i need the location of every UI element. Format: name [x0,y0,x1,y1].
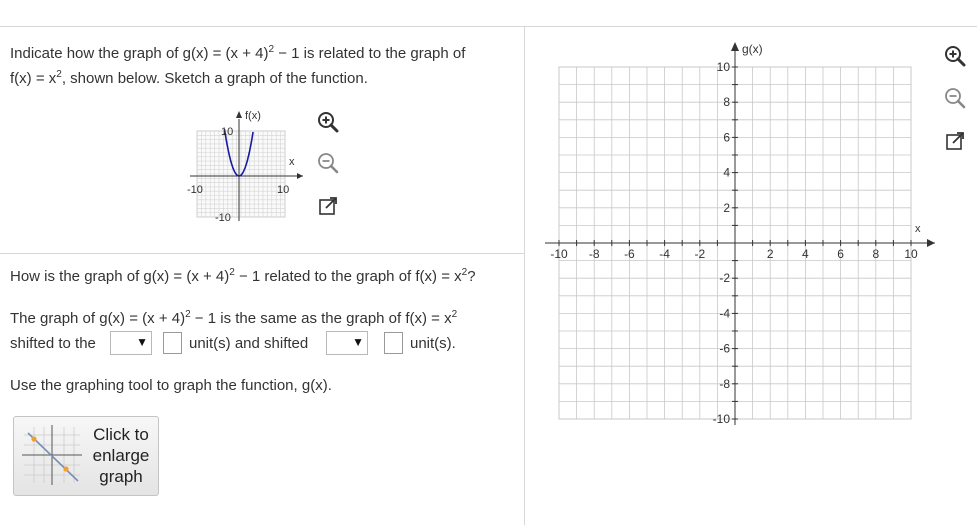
small-graph-x-label: x [289,156,295,168]
dropdown-arrow-icon: ▼ [352,335,364,349]
top-divider [0,26,977,27]
graph-thumbnail-icon [20,423,84,487]
answer-line-1-prefix: The graph of g(x) = (x + 4) [10,310,186,327]
question-line-1-prefix: Indicate how the graph of g(x) = (x + 4) [10,45,269,62]
graph-instruction: Use the graphing tool to graph the function, g(x). [10,377,332,394]
vertical-divider [524,27,525,525]
y-tick-label: 2 [723,200,730,215]
y-tick-label: -6 [719,341,730,356]
question-line-2-prefix: f(x) = x [10,70,57,87]
prompt-question [10,268,476,286]
graph-x-axis-arrow [927,239,935,247]
horizontal-direction-dropdown[interactable] [110,331,152,355]
prompt-middle: − 1 related to the graph of f(x) = x [234,268,462,285]
enlarge-label-line-2: enlarge [92,446,150,465]
x-tick-label: 6 [837,247,844,261]
question-line-1-suffix: − 1 is related to the graph of [274,45,466,62]
y-tick-label: 4 [723,165,730,180]
enlarge-graph-button[interactable] [13,416,159,496]
x-tick-label: -10 [550,247,568,261]
zoom-in-icon[interactable] [316,110,340,134]
answer-line-1-middle: − 1 is the same as the graph of f(x) = x [190,310,452,327]
small-graph[interactable] [185,105,310,225]
vertical-units-input[interactable] [384,332,403,354]
y-tick-label: 10 [716,60,730,74]
vertical-direction-dropdown[interactable] [326,331,368,355]
y-tick-label: 8 [723,95,730,110]
x-tick-label: 2 [766,247,774,261]
question-line-1 [10,45,465,63]
small-graph-tick-y-neg: -10 [215,212,231,224]
small-graph-tick-y-pos: 10 [221,126,234,138]
x-tick-label: 10 [904,247,918,261]
small-graph-x-arrow [297,173,303,179]
prompt-prefix: How is the graph of g(x) = (x + 4) [10,268,230,285]
units-and-shifted-label: unit(s) and shifted [189,335,309,352]
graph-y-label: g(x) [742,42,763,56]
x-tick-label: -6 [624,247,635,261]
zoom-out-icon[interactable] [943,86,967,110]
small-graph-tick-x-neg: -10 [187,184,203,196]
zoom-in-icon[interactable] [943,44,967,68]
x-tick-label: -4 [659,247,670,261]
graph-x-label: x [915,223,921,235]
y-tick-label: -8 [719,376,730,391]
small-graph-tick-x-pos: 10 [277,184,290,196]
answer-line-1 [10,310,457,328]
zoom-out-icon[interactable] [316,151,340,175]
enlarge-label-line-3: graph [99,467,143,486]
shifted-to-the-label: shifted to the [10,335,96,352]
small-graph-y-arrow [236,111,242,118]
x-tick-label: 4 [802,247,809,261]
units-end-label: unit(s). [410,335,456,352]
horizontal-units-input[interactable] [163,332,182,354]
y-tick-label: -2 [719,271,730,286]
graphing-area[interactable] [545,38,935,428]
prompt-suffix: ? [467,268,476,285]
small-graph-y-label: f(x) [245,110,261,122]
enlarge-button-label [88,424,154,487]
prompt-exponent-1: 2 [229,267,235,278]
prompt-exponent-2: 2 [461,267,468,278]
y-tick-label: 6 [723,130,730,145]
answer-exponent-2: 2 [451,309,458,320]
open-new-window-icon[interactable] [316,194,340,218]
question-line-2 [10,70,368,88]
graph-y-axis-arrow [731,42,739,51]
enlarge-label-line-1: Click to [93,425,149,444]
dropdown-arrow-icon: ▼ [136,335,148,349]
question-line-1-exponent: 2 [268,44,275,55]
y-tick-label: -10 [712,412,730,426]
open-new-window-icon[interactable] [943,129,967,153]
x-tick-label: -8 [588,247,600,261]
answer-exponent-1: 2 [185,309,191,320]
question-line-2-suffix: , shown below. Sketch a graph of the function. [61,70,368,87]
x-tick-label: -2 [694,247,706,261]
question-line-2-exponent: 2 [56,69,62,80]
y-tick-label: -4 [719,306,730,321]
section-divider [0,253,524,254]
x-tick-label: 8 [872,247,880,261]
